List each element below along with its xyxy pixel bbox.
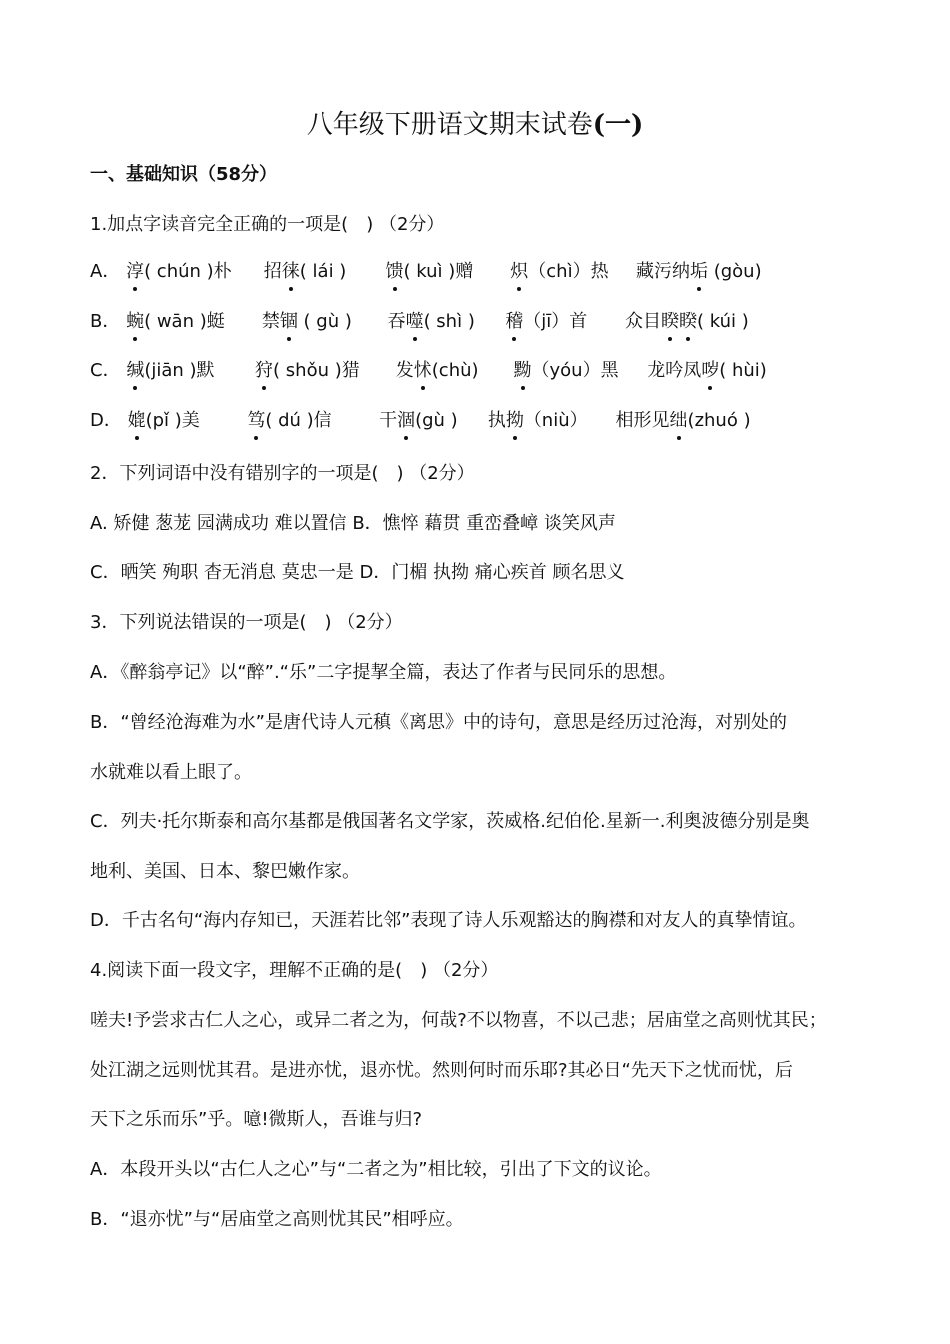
option-item <box>625 310 749 334</box>
dotted-char: 徕 <box>281 261 300 282</box>
pinyin: (chù) <box>431 360 479 381</box>
title-suffix: (一) <box>592 110 644 140</box>
dotted-char: 黝 <box>513 360 532 381</box>
char: 赠 <box>455 261 474 282</box>
dotted-char: 缄 <box>126 360 145 381</box>
question-3-option-a: A．《醉翁亭记》以“醉”.“乐”二字提挈全篇，表达了作者与民同乐的思想。 <box>90 662 677 683</box>
char: 众目 <box>625 311 662 332</box>
option-item <box>247 409 373 433</box>
question-3-stem: 3．下列说法错误的一项是( ) （2分） <box>90 612 403 633</box>
pinyin: （chì）热 <box>528 261 609 282</box>
question-3-option-b: B．“曾经沧海难为水”是唐代诗人元稹《离思》中的诗句，意思是经历过沧海，对别处的 <box>90 712 787 733</box>
option-item <box>636 260 762 284</box>
dotted-char: 炽 <box>510 261 529 282</box>
question-2-options-ab: A. 矫健 葱茏 园满成功 难以置信 B．憔悴 藉贯 重峦叠嶂 谈笑风声 <box>90 513 616 534</box>
dotted-char: 淳 <box>126 261 145 282</box>
question-4-option-b: B．“退亦忧”与“居庙堂之高则忧其民”相呼应。 <box>90 1209 464 1230</box>
pinyin: （niù） <box>523 410 588 431</box>
option-item <box>126 310 256 334</box>
dotted-char: 拗 <box>505 410 524 431</box>
question-3-option-b-cont: 水就难以看上眼了。 <box>90 762 252 783</box>
dotted-char: 涸 <box>397 410 416 431</box>
dotted-char: 怵 <box>413 360 432 381</box>
dotted-char: 哕 <box>701 360 720 381</box>
pinyin: ( chún ) <box>144 261 214 282</box>
pinyin: (pǐ )美 <box>145 410 200 431</box>
option-item <box>647 359 767 383</box>
char: 朴 <box>213 261 232 282</box>
option-label: D． <box>90 410 122 431</box>
option-item <box>396 359 508 383</box>
pinyin: ( kúi ) <box>697 311 749 332</box>
option-item <box>514 359 642 383</box>
pinyin: ( shì ) <box>423 311 475 332</box>
question-1-option-b <box>90 310 920 334</box>
option-item <box>379 409 482 433</box>
pinyin: (zhuó ) <box>687 410 751 431</box>
option-item <box>264 260 380 284</box>
pinyin: ( wān )蜓 <box>144 311 225 332</box>
dotted-char: 媲 <box>127 410 146 431</box>
pinyin: (jiān )默 <box>144 360 215 381</box>
option-item <box>126 260 258 284</box>
option-item <box>128 409 242 433</box>
dotted-char: 狩 <box>255 360 274 381</box>
pinyin: (gù ) <box>415 410 458 431</box>
dotted-char: 稽 <box>505 311 524 332</box>
option-item <box>616 409 751 433</box>
dotted-char: 垢 <box>690 261 708 282</box>
question-3-option-c: C．列夫·托尔斯泰和高尔基都是俄国著名文学家，茨威格.纪伯伦.星新一.利奥波德分别是奥 <box>90 811 810 832</box>
pinyin: （yóu）黑 <box>531 360 619 381</box>
char: 吞 <box>387 311 406 332</box>
pinyin: ( hùi) <box>719 360 767 381</box>
pinyin: (gòu) <box>708 261 762 282</box>
dotted-char: 笃 <box>247 410 266 431</box>
title-main: 八年级下册语文期末试卷 <box>306 110 593 140</box>
question-1-option-d <box>90 409 920 433</box>
option-label: C． <box>90 360 121 381</box>
dotted-char: 馈 <box>385 261 404 282</box>
option-label: B． <box>90 311 121 332</box>
pinyin: ( kuì ) <box>403 261 456 282</box>
option-item <box>505 310 619 334</box>
pinyin: ( lái ) <box>299 261 347 282</box>
pinyin: ( gù ) <box>297 311 352 332</box>
question-1-stem: 1.加点字读音完全正确的一项是( ) （2分） <box>90 214 445 235</box>
passage-line: 嗟夫!予尝求古仁人之心，或异二者之为，何哉?不以物喜，不以己悲；居庙堂之高则忧其民； <box>90 1010 827 1031</box>
option-item <box>510 260 630 284</box>
section-heading: 一、基础知识（58分） <box>90 164 278 185</box>
dotted-char: 锢 <box>279 311 298 332</box>
question-2-options-cd: C．晒笑 殉职 杳无消息 莫忠一是 D．门楣 执拗 痛心疾首 顾名思义 <box>90 562 625 583</box>
question-1-option-c <box>90 359 920 383</box>
char: 藏污纳 <box>636 261 690 282</box>
question-3-option-d: D．千古名句“海内存知已，天涯若比邻”表现了诗人乐观豁达的胸襟和对友人的真挚情谊。 <box>90 910 807 931</box>
char: 龙吟凤 <box>647 360 702 381</box>
dotted-char: 蜿 <box>126 311 145 332</box>
question-2-stem: 2．下列词语中没有错别字的一项是( ) （2分） <box>90 463 475 484</box>
pinyin: ( shǒu )猎 <box>273 360 360 381</box>
option-item <box>262 310 382 334</box>
option-item <box>488 409 610 433</box>
char: 执 <box>487 410 506 431</box>
dotted-char: 噬 <box>405 311 424 332</box>
option-item <box>255 359 390 383</box>
dotted-char: 睽 <box>661 311 680 332</box>
question-3-option-c-cont: 地利、美国、日本、黎巴嫩作家。 <box>90 861 360 882</box>
char: 禁 <box>261 311 280 332</box>
question-4-option-a: A．本段开头以“古仁人之心”与“二者之为”相比较，引出了下文的议论。 <box>90 1159 662 1180</box>
pinyin: ( dú )信 <box>265 410 332 431</box>
option-label: A． <box>90 261 121 282</box>
option-item <box>386 260 505 284</box>
pinyin: （jī）首 <box>523 311 588 332</box>
char: 相形见 <box>615 410 670 431</box>
passage-line: 天下之乐而乐”乎。噫!微斯人，吾谁与归? <box>90 1109 423 1130</box>
char: 干 <box>379 410 398 431</box>
option-item <box>388 310 500 334</box>
page-title <box>0 108 950 142</box>
question-1-option-a <box>90 260 920 284</box>
question-4-stem: 4.阅读下面一段文字，理解不正确的是( ) （2分） <box>90 960 499 981</box>
char: 招 <box>263 261 282 282</box>
dotted-char: 绌 <box>669 410 688 431</box>
option-item <box>126 359 249 383</box>
dotted-char: 睽 <box>679 311 698 332</box>
char: 发 <box>395 360 414 381</box>
passage-line: 处江湖之远则忧其君。是进亦忧，退亦忧。然则何时而乐耶?其必日“先天下之忧而忧，后 <box>90 1060 793 1081</box>
